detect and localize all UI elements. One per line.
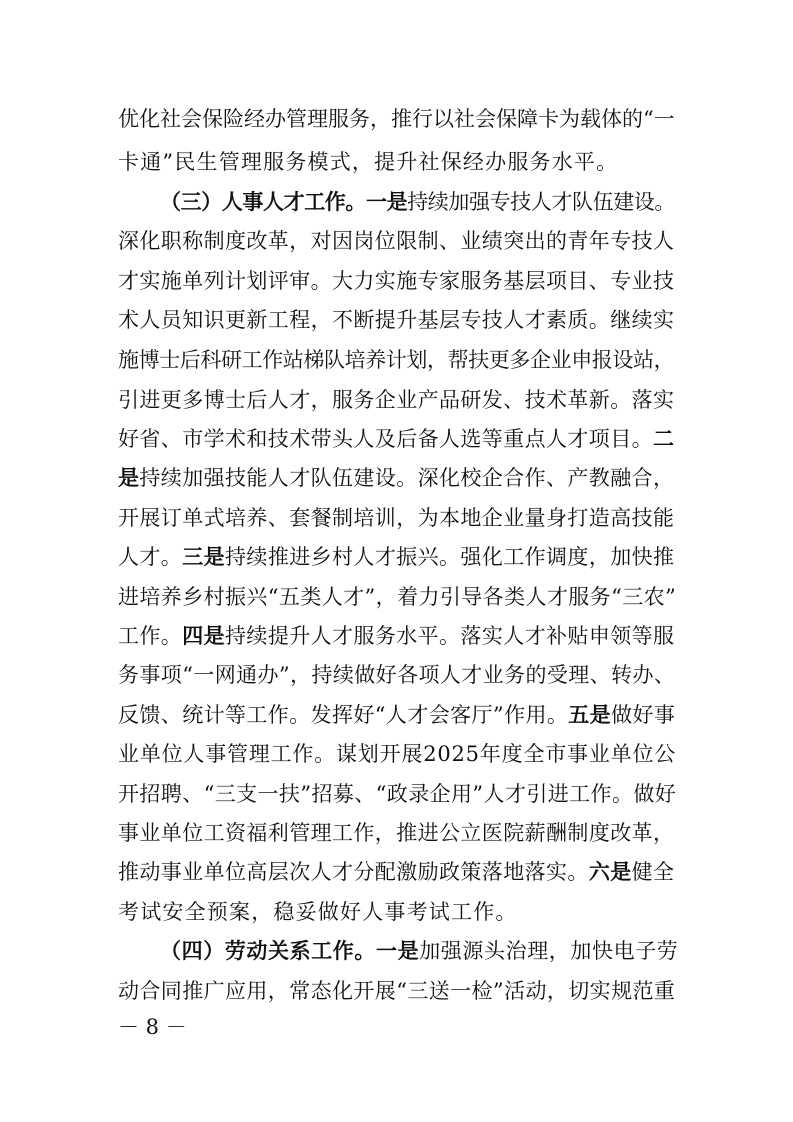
text-line: 进培养乡村振兴“五类人才”，着力引导各类人才服务“三农” xyxy=(118,585,677,609)
section-heading: （四）劳动关系工作。一是 xyxy=(160,938,420,963)
text-line: 反馈、统计等工作。发挥好“人才会客厅”作用。五是做好事 xyxy=(118,702,676,727)
text-line: 事业单位工资福利管理工作，推进公立医院薪酬制度改革， xyxy=(118,821,675,845)
text-line: 人才。三是持续推进乡村人才振兴。强化工作调度，加快推 xyxy=(118,544,675,569)
text-line: 工作。四是持续提升人才服务水平。落实人才补贴申领等服 xyxy=(118,623,675,648)
emphasis: 四是 xyxy=(182,623,226,648)
section-heading: （三）人事人才工作。一是 xyxy=(160,189,408,214)
text-line: 卡通”民生管理服务模式，提升社保经办服务水平。 xyxy=(118,150,619,174)
text-line: 开招聘、“三支一扶”招募、“政录企用”人才引进工作。做好 xyxy=(118,782,677,806)
text-line: 动合同推广应用，常态化开展“三送一检”活动，切实规范重 xyxy=(118,979,676,1003)
section-heading-line: （四）劳动关系工作。一是加强源头治理，加快电子劳 xyxy=(160,938,679,963)
text-line: 施博士后科研工作站梯队培养计划，帮扶更多企业申报设站， xyxy=(118,348,675,372)
text-line: 才实施单列计划评审。大力实施专家服务基层项目、专业技 xyxy=(118,269,675,293)
text-line: 好省、市学术和技术带头人及后备人选等重点人才项目。二 xyxy=(118,426,675,451)
text-line: 务事项“一网通办”，持续做好各项人才业务的受理、转办、 xyxy=(118,663,676,687)
text-line: 考试安全预案，稳妥做好人事考试工作。 xyxy=(118,900,518,924)
text-line: 开展订单式培养、套餐制培训，为本地企业量身打造高技能 xyxy=(118,506,675,530)
section-heading-line: （三）人事人才工作。一是持续加强专技人才队伍建设。 xyxy=(160,189,676,214)
text-line: 是持续加强技能人才队伍建设。深化校企合作、产教融合， xyxy=(118,465,675,490)
emphasis: 六是 xyxy=(588,859,632,884)
text-line: 推动事业单位高层次人才分配激励政策落地落实。六是健全 xyxy=(118,859,675,884)
emphasis: 三是 xyxy=(182,544,226,569)
emphasis: 五是 xyxy=(568,702,612,727)
emphasis: 二 xyxy=(653,426,675,451)
emphasis: 是 xyxy=(118,465,140,490)
text-line: 术人员知识更新工程，不断提升基层专技人才素质。继续实 xyxy=(118,308,675,332)
text-line: 引进更多博士后人才，服务企业产品研发、技术革新。落实 xyxy=(118,388,675,412)
page-number: － 8 － xyxy=(118,1015,187,1039)
text-line: 优化社会保险经办管理服务，推行以社会保障卡为载体的“一 xyxy=(118,107,675,131)
text-line: 业单位人事管理工作。谋划开展2025年度全市事业单位公 xyxy=(118,742,677,766)
text-line: 深化职称制度改革，对因岗位限制、业绩突出的青年专技人 xyxy=(118,229,675,253)
